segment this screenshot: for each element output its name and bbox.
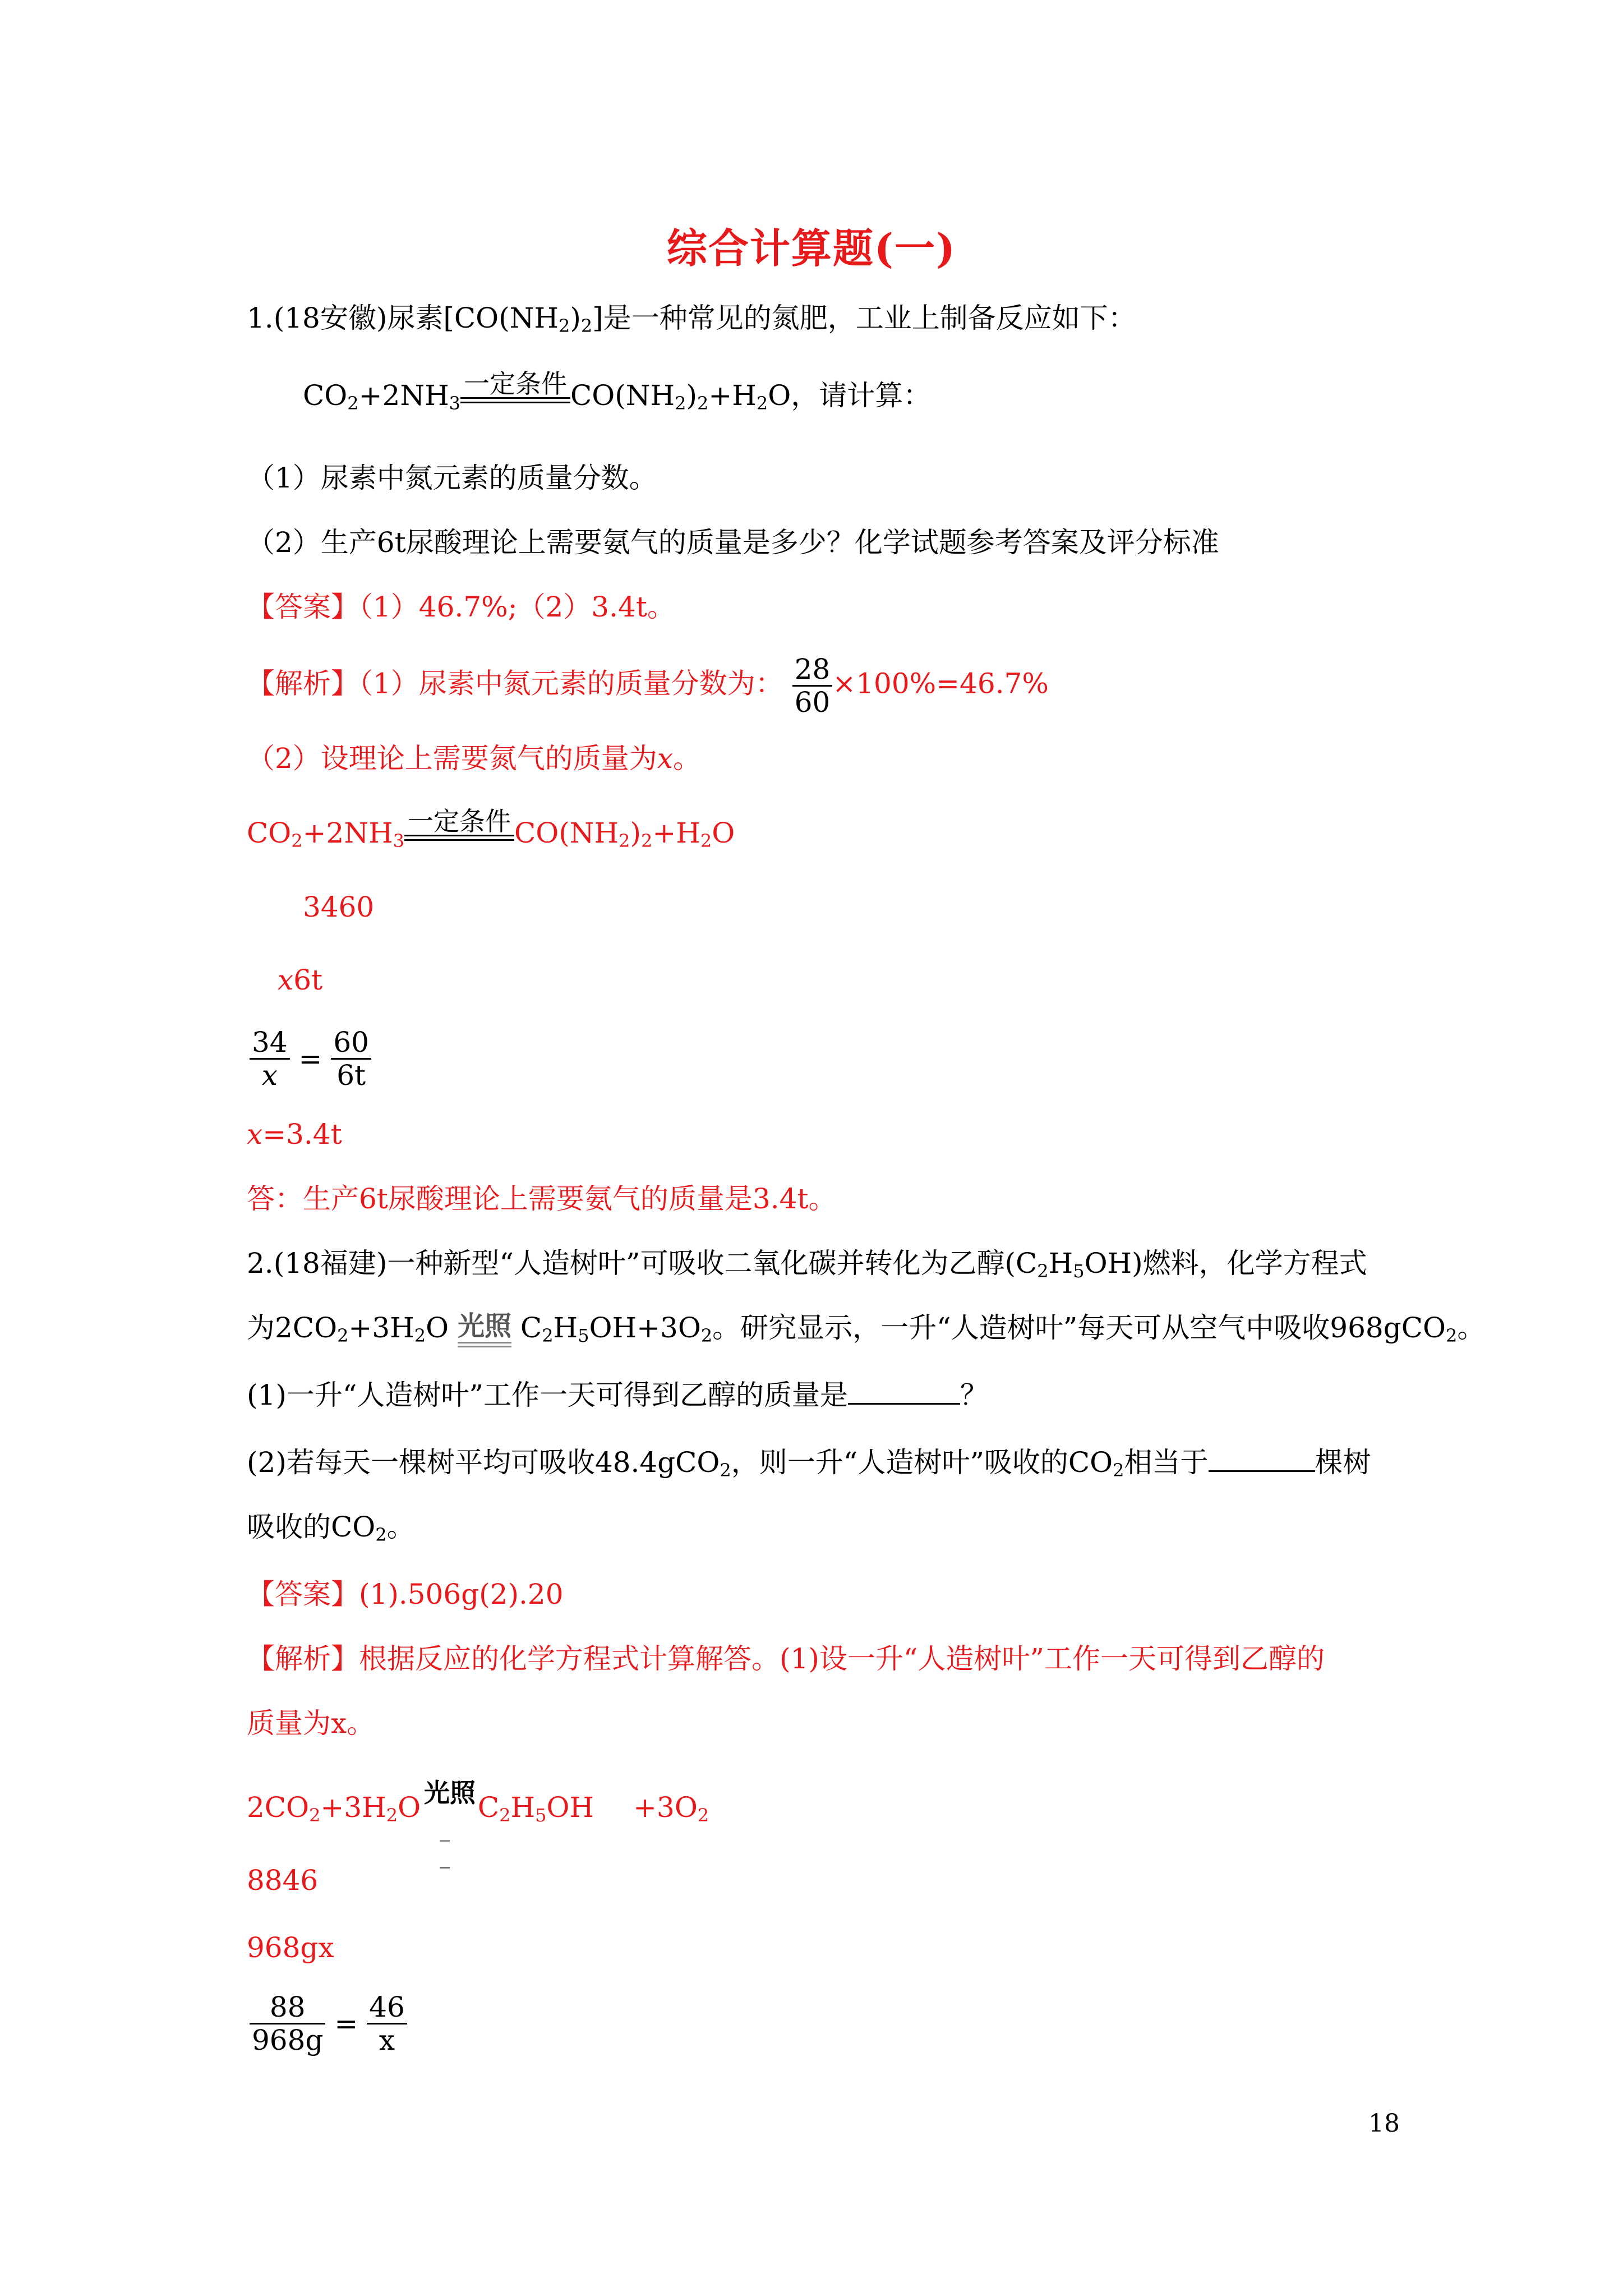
answer-blank-2[interactable]: [1209, 1470, 1315, 1472]
page-title: 综合计算题(一): [666, 224, 957, 272]
q1-equation-red: $CO_2+2NH_3$ 一定条件 $CO(NH_2)_2+H_2O$: [247, 806, 735, 852]
q1-unknown: x6t: [278, 964, 323, 996]
q2-line1: 2.(18福建)一种新型“人造树叶”可吸收二氧化碳并转化为乙醇$(C_2H_5OH)$燃料，化学方程式: [247, 1247, 1367, 1282]
q1-part1: （1）尿素中氮元素的质量分数。: [247, 462, 657, 494]
answer-blank-1[interactable]: [848, 1403, 960, 1405]
q2-unknown: 968gx: [247, 1931, 334, 1964]
q1-ratio: $\frac{34}{x}$ = $\frac{60}{6t}$: [250, 1027, 371, 1091]
q1-masses: 3460: [303, 891, 375, 923]
q1-analysis-1: 【解析】（1）尿素中氮元素的质量分数为： $\frac{28}{60}$ ×100%=46.7%: [247, 653, 1049, 719]
q2-masses: 8846: [247, 1864, 319, 1897]
q2-ratio: $\frac{88}{968g}$ = $\frac{46}{x}$: [250, 1991, 407, 2056]
answer-label: 【答案】: [247, 1578, 359, 1611]
q1-answer: 【答案】（1）46.7%;（2）3.4t。: [247, 591, 675, 623]
light-condition-arrow: 光照: [458, 1312, 511, 1349]
q2-equation-red: $2CO_2+3H_2O$ 光照 _ _ $C_2H_5OH +3O_2$: [247, 1778, 709, 1869]
analysis-label: 【解析】: [247, 1642, 359, 1675]
condition-arrow-red: 一定条件: [404, 808, 514, 851]
ratio-left: $\frac{34}{x}$: [250, 1027, 290, 1091]
condition-arrow: 一定条件: [460, 370, 570, 413]
q1-result: x=3.4t: [247, 1118, 342, 1151]
answer-label: 【答案】: [247, 591, 359, 623]
q1-equation: $CO_2+2NH_3$ 一定条件 $CO(NH_2)_2+H_2O$，请计算：: [303, 369, 932, 414]
page-number: 18: [1368, 2109, 1400, 2138]
ratio-right: $\frac{46}{x}$: [367, 1991, 407, 2056]
q2-part2-cont: 吸收的$CO_2$。: [247, 1511, 415, 1545]
fraction-28-60: $\frac{28}{60}$: [792, 654, 833, 718]
ratio-left: $\frac{88}{968g}$: [250, 1991, 325, 2056]
q2-part1: (1)一升“人造树叶”工作一天可得到乙醇的质量是 ？: [247, 1379, 988, 1411]
q2-analysis-cont: 质量为x。: [247, 1707, 375, 1740]
q1-part2: （2）生产6t尿酸理论上需要氨气的质量是多少？化学试题参考答案及评分标准: [247, 526, 1219, 559]
q2-part2: (2)若每天一棵树平均可吸收48.4gCO$_2$，则一升“人造树叶”吸收的$CO_2$相当于 棵树: [247, 1446, 1371, 1481]
q2-analysis: 【解析】根据反应的化学方程式计算解答。(1)设一升“人造树叶”工作一天可得到乙醇的: [247, 1642, 1325, 1675]
q1-analysis-2: （2）设理论上需要氮气的质量为x。: [247, 742, 702, 775]
q1-conclusion: 答：生产6t尿酸理论上需要氨气的质量是3.4t。: [247, 1182, 837, 1215]
q1-stem: 1.(18安徽)尿素$[CO(NH_2)_2]$是一种常见的氮肥，工业上制备反应如下：: [247, 302, 1136, 337]
ratio-right: $\frac{60}{6t}$: [331, 1027, 371, 1091]
analysis-label: 【解析】: [247, 667, 359, 700]
q2-line2: 为$2CO_2+3H_2O$ 光照 $C_2H_5OH+3O_2$。研究显示，一升“人造树叶”每天可从空气中吸收968gCO$_2$。: [247, 1310, 1485, 1349]
q2-answer: 【答案】(1).506g(2).20: [247, 1578, 564, 1611]
